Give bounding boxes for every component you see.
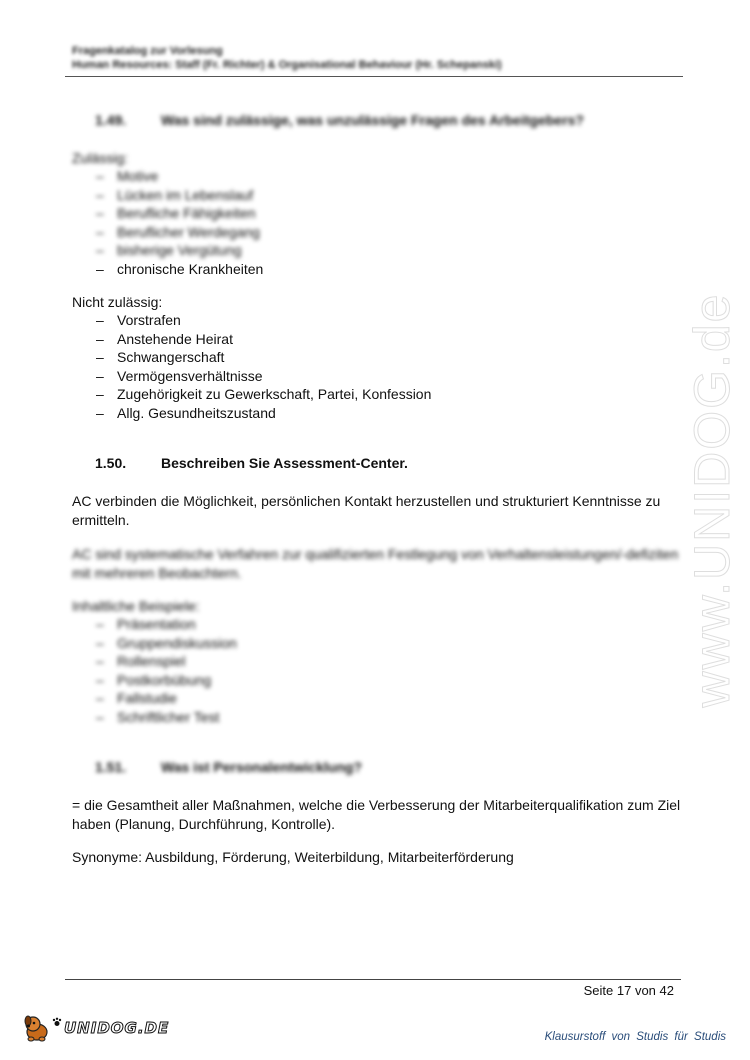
logo-wordmark: UNIDOG.DE — [64, 1019, 170, 1037]
list-item: – Präsentation — [96, 616, 196, 632]
pe-synonyms-paragraph: Synonyme: Ausbildung, Förderung, Weiterbildung, Mitarbeiterförderung — [72, 849, 514, 865]
ac-method-paragraph: AC sind systematische Verfahren zur qualifizierten Festlegung von Verhaltensleistungen/-defiziten mit mehreren Beobachtern. — [72, 546, 679, 581]
header-course-title: Fragenkatalog zur Vorlesung — [72, 45, 223, 57]
allowed-label: Zulässig: — [72, 150, 129, 166]
paw-icon — [52, 1017, 62, 1027]
list-item: – bisherige Vergütung — [96, 242, 242, 259]
footer-divider — [65, 979, 681, 980]
list-item: – chronische Krankheiten — [96, 260, 264, 277]
list-item: – Vermögensverhältnisse — [96, 367, 263, 384]
list-item: – Lücken im Lebenslauf — [96, 186, 254, 203]
watermark-text: www.UNIDOG.de — [684, 292, 740, 708]
list-item: – Allg. Gesundheitszustand — [96, 404, 276, 421]
question-heading-150: 1.50. Beschreiben Sie Assessment-Center. — [95, 455, 408, 471]
list-item: – Fallstudie — [96, 690, 177, 707]
header-course-subtitle: Human Resources: Staff (Fr. Richter) & Organisational Behaviour (Hr. Schepanski) — [72, 59, 502, 71]
allowed-list — [96, 167, 263, 279]
ac-definition-paragraph: AC verbinden die Möglichkeit, persönlichen Kontakt herzustellen und strukturiert Kenntnisse zu ermitteln. — [72, 493, 661, 528]
list-item: – Motive — [96, 168, 159, 184]
dog-mascot-icon — [22, 1014, 52, 1042]
question-heading-149: 1.49. Was sind zulässige, was unzulässige Fragen des Arbeitgebers? — [95, 112, 584, 128]
page-header — [72, 44, 682, 72]
examples-list — [96, 615, 237, 727]
list-item: – Schwangerschaft — [96, 349, 225, 366]
not-allowed-list — [96, 311, 431, 423]
list-item: – Beruflicher Werdegang — [96, 223, 260, 240]
list-item: – Berufliche Fähigkeiten — [96, 205, 256, 222]
list-item: – Vorstrafen — [96, 312, 181, 328]
list-item: – Postkorbübung — [96, 671, 212, 688]
unidog-logo — [22, 1014, 169, 1042]
list-item: – Gruppendiskussion — [96, 634, 237, 651]
header-divider — [65, 76, 683, 77]
list-item: – Anstehende Heirat — [96, 330, 233, 347]
examples-label: Inhaltliche Beispiele: — [72, 598, 200, 614]
list-item: – Rollenspiel — [96, 653, 186, 670]
pe-definition-paragraph: = die Gesamtheit aller Maßnahmen, welche die Verbesserung der Mitarbeiterqualifikation zum Ziel haben (Planung, Durchführung, Kontrolle). — [72, 797, 681, 832]
not-allowed-label: Nicht zulässig: — [72, 294, 163, 310]
list-item: – Zugehörigkeit zu Gewerkschaft, Partei, Konfession — [96, 386, 432, 403]
page-number: Seite 17 von 42 — [583, 983, 674, 998]
question-heading-151: 1.51. Was ist Personalentwicklung? — [95, 759, 362, 775]
footer-tagline: Klausurstoff von Studis für Studis — [544, 1031, 726, 1043]
list-item: – Schriftlicher Test — [96, 708, 220, 725]
